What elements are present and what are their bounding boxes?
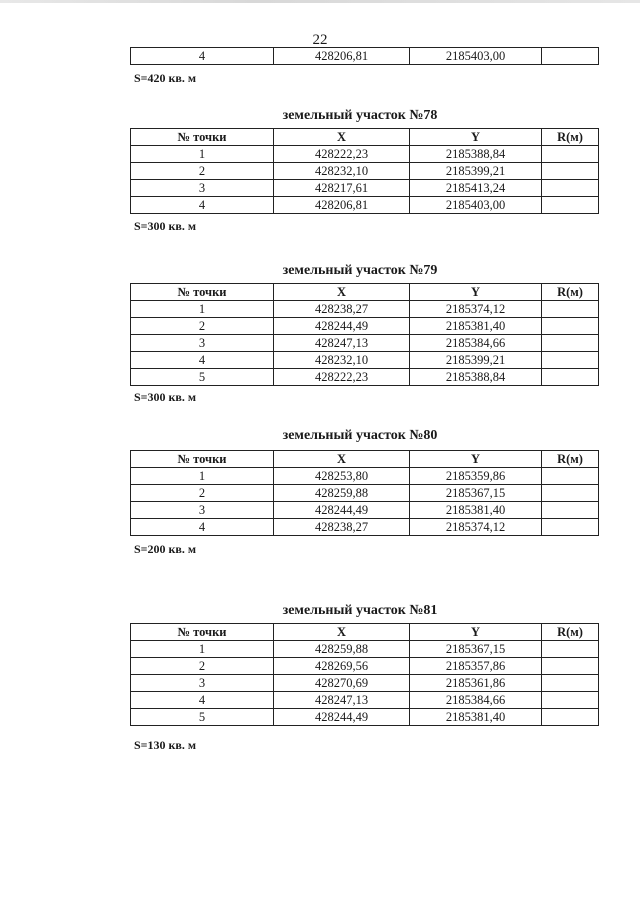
x-coordinate-cell: 428238,27 — [274, 519, 410, 536]
y-coordinate-cell: 2185374,12 — [410, 519, 542, 536]
point-number-cell: 2 — [131, 658, 274, 675]
header-y: Y — [410, 129, 542, 146]
x-coordinate-cell: 428247,13 — [274, 692, 410, 709]
radius-cell — [542, 180, 599, 197]
page-number: 22 — [312, 32, 328, 48]
x-coordinate-cell: 428244,49 — [274, 502, 410, 519]
y-coordinate-cell: 2185381,40 — [410, 318, 542, 335]
radius-cell — [542, 352, 599, 369]
table-row — [131, 146, 599, 163]
y-coordinate-cell: 2185399,21 — [410, 163, 542, 180]
header-x: X — [274, 129, 410, 146]
radius-cell — [542, 485, 599, 502]
point-number-cell: 5 — [131, 369, 274, 386]
table-header-row — [131, 129, 599, 146]
plot-80-table — [130, 450, 599, 536]
y-coordinate-cell: 2185413,24 — [410, 180, 542, 197]
radius-cell — [542, 468, 599, 485]
point-number-cell: 2 — [131, 485, 274, 502]
point-number-cell: 1 — [131, 641, 274, 658]
header-r: R(м) — [542, 624, 599, 641]
y-coordinate-cell: 2185367,15 — [410, 641, 542, 658]
y-coordinate-cell: 2185403,00 — [410, 197, 542, 214]
carryover-area: S=420 кв. м — [134, 71, 197, 85]
header-point: № точки — [131, 451, 274, 468]
plot-78-table — [130, 128, 599, 214]
point-number-cell: 4 — [131, 352, 274, 369]
x-coordinate-cell: 428232,10 — [274, 352, 410, 369]
y-coordinate-cell: 2185388,84 — [410, 369, 542, 386]
x-coordinate-cell: 428222,23 — [274, 369, 410, 386]
point-number-cell: 3 — [131, 675, 274, 692]
point-number-cell: 1 — [131, 301, 274, 318]
plot-title: земельный участок №80 — [282, 428, 438, 443]
plot-78-area: S=300 кв. м — [134, 219, 197, 233]
y-coordinate-cell: 2185388,84 — [410, 146, 542, 163]
y-coordinate-cell: 2185367,15 — [410, 485, 542, 502]
plot-79-area: S=300 кв. м — [134, 390, 197, 404]
table-row — [131, 692, 599, 709]
x-coordinate-cell: 428259,88 — [274, 641, 410, 658]
y-coordinate-cell: 2185361,86 — [410, 675, 542, 692]
x-coordinate-cell: 428232,10 — [274, 163, 410, 180]
point-number-cell: 4 — [131, 519, 274, 536]
plot-title: земельный участок №79 — [282, 263, 438, 278]
table-header-row — [131, 624, 599, 641]
header-point: № точки — [131, 624, 274, 641]
plot-80-area: S=200 кв. м — [134, 542, 197, 556]
y-coordinate-cell: 2185357,86 — [410, 658, 542, 675]
point-number-cell: 2 — [131, 318, 274, 335]
radius-cell — [542, 146, 599, 163]
radius-cell — [542, 335, 599, 352]
header-point: № точки — [131, 129, 274, 146]
header-x: X — [274, 451, 410, 468]
table-row — [131, 709, 599, 726]
point-number-cell: 4 — [131, 692, 274, 709]
radius-cell — [542, 709, 599, 726]
x-coordinate-cell: 428247,13 — [274, 335, 410, 352]
table-row — [131, 301, 599, 318]
x-coordinate-cell: 428217,61 — [274, 180, 410, 197]
plot-title: земельный участок №81 — [282, 603, 438, 618]
table-header-row — [131, 451, 599, 468]
table-row — [131, 335, 599, 352]
table-row — [131, 318, 599, 335]
header-point: № точки — [131, 284, 274, 301]
x-coordinate-cell: 428253,80 — [274, 468, 410, 485]
point-number-cell: 3 — [131, 335, 274, 352]
x-coordinate-cell: 428269,56 — [274, 658, 410, 675]
y-coordinate-cell: 2185374,12 — [410, 301, 542, 318]
point-number-cell: 4 — [131, 197, 274, 214]
table-row — [131, 519, 599, 536]
y-coordinate-cell: 2185399,21 — [410, 352, 542, 369]
x-coordinate-cell: 428206,81 — [274, 197, 410, 214]
plot-79-table — [130, 283, 599, 386]
radius-cell — [542, 692, 599, 709]
point-number-cell: 1 — [131, 146, 274, 163]
radius-cell — [542, 369, 599, 386]
table-row — [131, 468, 599, 485]
header-x: X — [274, 284, 410, 301]
header-r: R(м) — [542, 284, 599, 301]
table-row — [131, 197, 599, 214]
header-y: Y — [410, 624, 542, 641]
y-coordinate-cell: 2185384,66 — [410, 692, 542, 709]
point-number-cell: 3 — [131, 180, 274, 197]
radius-cell — [542, 301, 599, 318]
radius-cell — [542, 502, 599, 519]
point-number-cell: 5 — [131, 709, 274, 726]
y-coordinate-cell: 2185381,40 — [410, 502, 542, 519]
x-coordinate-cell: 428244,49 — [274, 709, 410, 726]
table-row — [131, 48, 599, 65]
table-row — [131, 641, 599, 658]
radius-cell — [542, 519, 599, 536]
header-r: R(м) — [542, 129, 599, 146]
radius-cell — [542, 318, 599, 335]
x-coordinate-cell: 428259,88 — [274, 485, 410, 502]
y-coordinate-cell: 2185384,66 — [410, 335, 542, 352]
table-row — [131, 502, 599, 519]
plot-title: земельный участок №78 — [282, 108, 438, 123]
radius-cell — [542, 197, 599, 214]
x-coordinate-cell: 428206,81 — [274, 48, 410, 65]
carryover-table — [130, 47, 599, 65]
table-row — [131, 485, 599, 502]
radius-cell — [542, 163, 599, 180]
table-row — [131, 352, 599, 369]
x-coordinate-cell: 428238,27 — [274, 301, 410, 318]
table-row — [131, 675, 599, 692]
plot-81-area: S=130 кв. м — [134, 738, 197, 752]
point-number-cell: 2 — [131, 163, 274, 180]
point-number-cell: 1 — [131, 468, 274, 485]
x-coordinate-cell: 428270,69 — [274, 675, 410, 692]
y-coordinate-cell: 2185359,86 — [410, 468, 542, 485]
table-row — [131, 180, 599, 197]
plot-81-table — [130, 623, 599, 726]
table-row — [131, 369, 599, 386]
radius-cell — [542, 675, 599, 692]
scan-edge — [0, 0, 640, 3]
table-header-row — [131, 284, 599, 301]
header-r: R(м) — [542, 451, 599, 468]
radius-cell — [542, 48, 599, 65]
table-row — [131, 658, 599, 675]
point-number-cell: 3 — [131, 502, 274, 519]
header-y: Y — [410, 451, 542, 468]
y-coordinate-cell: 2185403,00 — [410, 48, 542, 65]
header-y: Y — [410, 284, 542, 301]
header-x: X — [274, 624, 410, 641]
radius-cell — [542, 658, 599, 675]
point-number-cell: 4 — [131, 48, 274, 65]
radius-cell — [542, 641, 599, 658]
table-row — [131, 163, 599, 180]
x-coordinate-cell: 428244,49 — [274, 318, 410, 335]
x-coordinate-cell: 428222,23 — [274, 146, 410, 163]
y-coordinate-cell: 2185381,40 — [410, 709, 542, 726]
